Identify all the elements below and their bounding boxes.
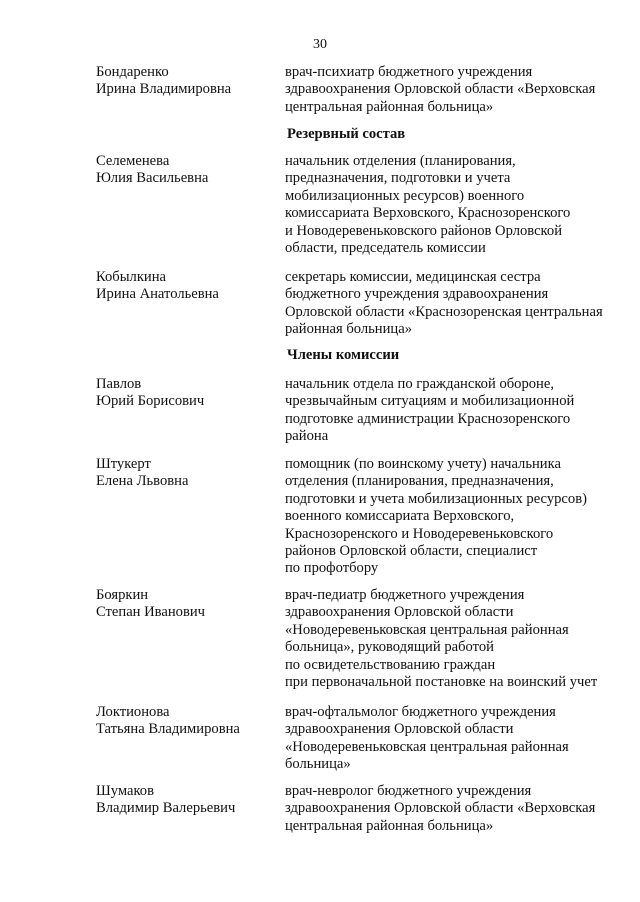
given-names: Юлия Васильевна [96,170,209,187]
section-heading-members: Члены комиссии [287,347,400,363]
given-names: Степан Иванович [96,604,206,621]
description-line: здравоохранения Орловской области «Верховская [285,81,596,98]
given-names: Юрий Борисович [96,393,205,410]
person-name [96,64,276,99]
surname: Бояркин [96,587,149,603]
description-line: подготовки и учета мобилизационных ресурсов) [285,490,587,507]
description-line: области, председатель комиссии [285,240,486,257]
description-line: и Новодеревеньковского районов Орловской [285,222,563,239]
position-description [285,456,625,578]
description-line: больница» [285,756,351,773]
description-line: центральная районная больница» [285,98,494,115]
description-line: военного комиссариата Верховского, [285,508,515,525]
description-line: чрезвычайным ситуациям и мобилизационной [285,393,575,410]
description-line: подготовке администрации Краснозоренского [285,410,571,427]
description-line: района [285,428,329,445]
description-line: центральная районная больница» [285,817,494,834]
description-line: предназначения, подготовки и учета [285,170,511,187]
description-line: бюджетного учреждения здравоохранения [285,286,549,303]
person-name [96,376,276,411]
description-line: начальник отдела по гражданской обороне, [285,376,554,392]
surname: Кобылкина [96,269,167,285]
description-line: при первоначальной постановке на воинский учет [285,674,598,691]
person-name [96,704,276,739]
description-line: мобилизационных ресурсов) военного [285,187,525,204]
description-line: врач-педиатр бюджетного учреждения [285,587,525,603]
person-name [96,587,276,622]
description-line: районов Орловской области, специалист [285,543,538,560]
surname: Штукерт [96,456,151,472]
description-line: комиссариата Верховского, Краснозоренского [285,205,571,222]
given-names: Владимир Валерьевич [96,800,236,817]
person-name [96,269,276,304]
person-name [96,153,276,188]
position-description [285,269,625,339]
person-name [96,783,276,818]
position-description [285,376,625,446]
page-number: 30 [313,37,327,52]
given-names: Ирина Анатольевна [96,286,219,303]
surname: Павлов [96,376,142,392]
description-line: секретарь комиссии, медицинская сестра [285,269,541,285]
description-line: больница», руководящий работой [285,639,494,656]
description-line: «Новодеревеньковская центральная районная [285,738,569,755]
given-names: Ирина Владимировна [96,81,232,98]
description-line: по освидетельствованию граждан [285,656,496,673]
position-description [285,64,625,116]
description-line: врач-офтальмолог бюджетного учреждения [285,704,556,720]
description-line: врач-невролог бюджетного учреждения [285,783,532,799]
description-line: врач-психиатр бюджетного учреждения [285,64,533,80]
given-names: Елена Львовна [96,473,189,490]
description-line: здравоохранения Орловской области [285,721,514,738]
surname: Бондаренко [96,64,169,80]
person-name [96,456,276,491]
description-line: Краснозоренского и Новодеревеньковского [285,525,554,542]
surname: Локтионова [96,704,170,720]
description-line: помощник (по воинскому учету) начальника [285,456,561,472]
description-line: «Новодеревеньковская центральная районная [285,621,569,638]
description-line: районная больница» [285,321,413,338]
description-line: Орловской области «Краснозоренская центральная [285,303,603,320]
position-description [285,783,625,835]
position-description [285,153,625,257]
given-names: Татьяна Владимировна [96,721,240,738]
description-line: по профотбору [285,560,379,577]
surname: Селеменева [96,153,170,169]
description-line: начальник отделения (планирования, [285,153,516,169]
position-description [285,704,625,774]
description-line: здравоохранения Орловской области [285,604,514,621]
description-line: отделения (планирования, предназначения, [285,473,554,490]
description-line: здравоохранения Орловской области «Верховская [285,800,596,817]
position-description [285,587,625,691]
section-heading-reserve: Резервный состав [287,126,406,142]
surname: Шумаков [96,783,154,799]
